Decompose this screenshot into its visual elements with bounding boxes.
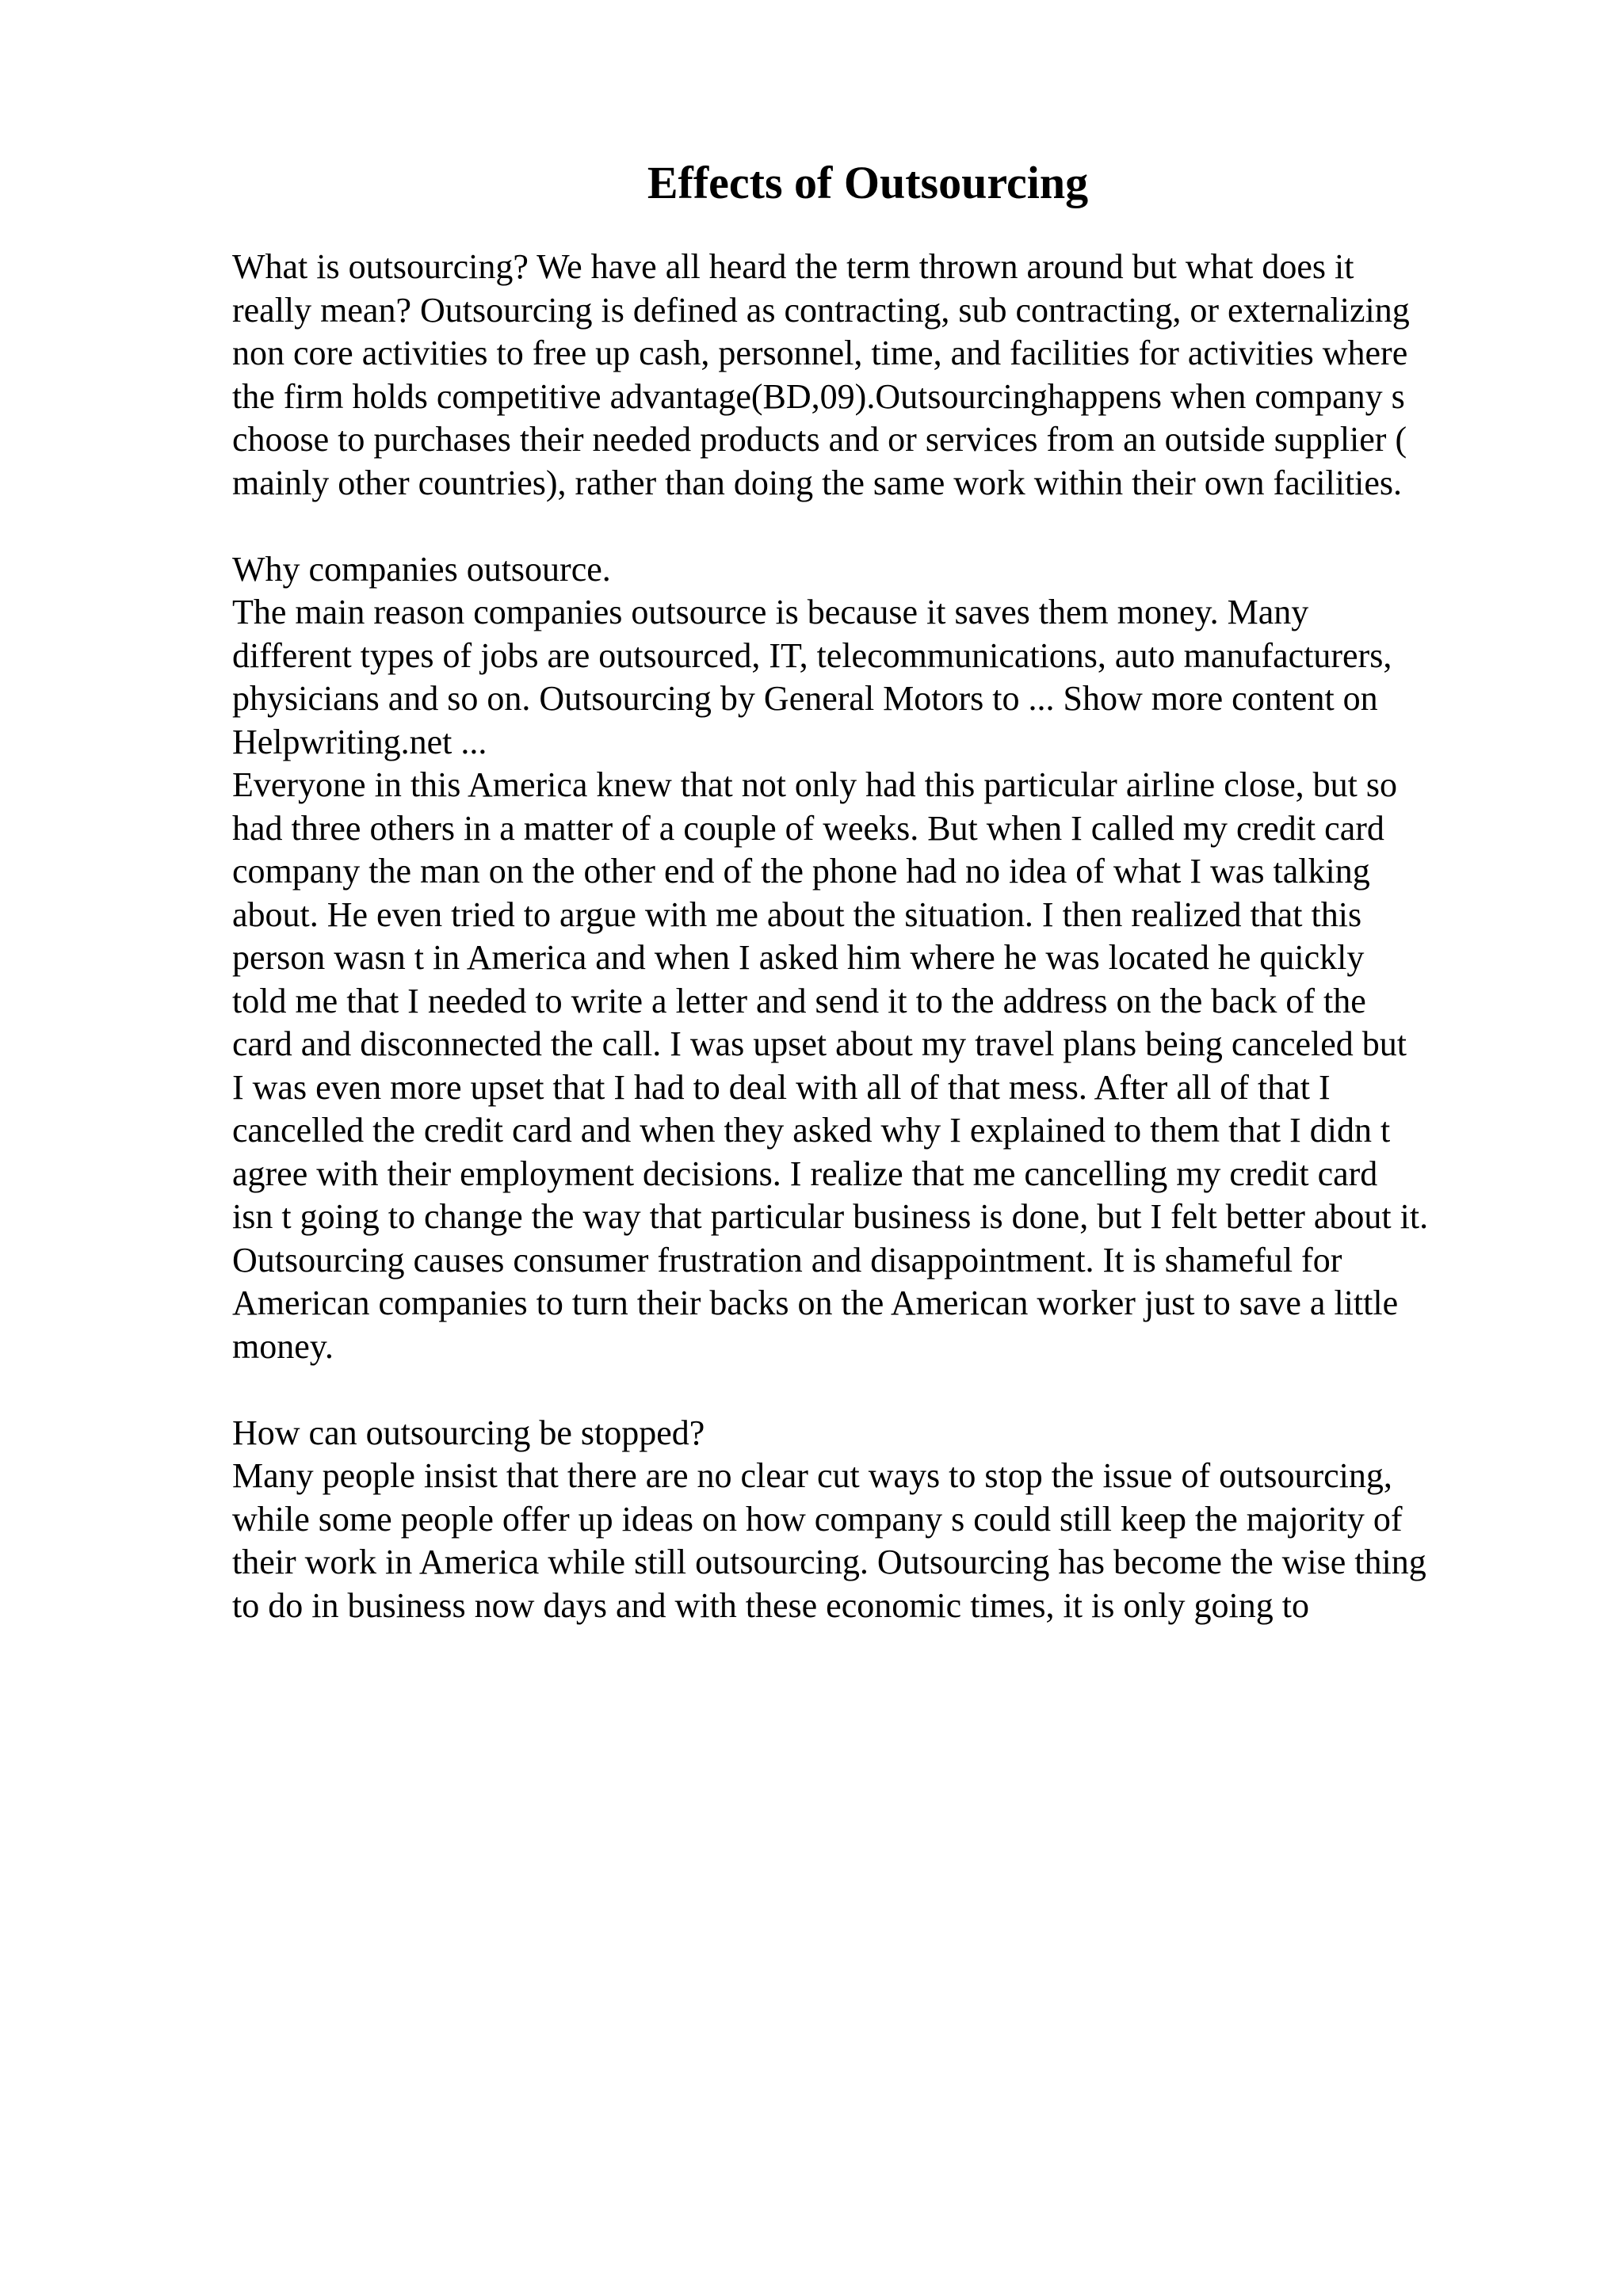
text-line: person wasn t in America and when I asked him where he was located he quickly	[232, 938, 1365, 977]
text-line: card and disconnected the call. I was upset about my travel plans being canceled but	[232, 1024, 1407, 1063]
document-body	[232, 246, 1579, 1627]
text-line: told me that I needed to write a letter and send it to the address on the back of the	[232, 981, 1366, 1020]
text-line: Many people insist that there are no clear cut ways to stop the issue of outsourcing,	[232, 1456, 1392, 1495]
document-title: Effects of Outsourcing	[647, 157, 1089, 208]
text-line: Outsourcing causes consumer frustration and disappointment. It is shameful for	[232, 1240, 1342, 1280]
paragraph-stop	[232, 1455, 1579, 1627]
text-line: to do in business now days and with these economic times, it is only going to	[232, 1585, 1309, 1625]
text-line: had three others in a matter of a couple of weeks. But when I called my credit card	[232, 808, 1384, 848]
text-line: American companies to turn their backs on the American worker just to save a little	[232, 1283, 1399, 1322]
text-line: agree with their employment decisions. I realize that me cancelling my credit card	[232, 1154, 1378, 1193]
text-line: physicians and so on. Outsourcing by General Motors to ... Show more content on	[232, 679, 1378, 718]
section-heading-stop: How can outsourcing be stopped?	[232, 1413, 705, 1452]
text-line: really mean? Outsourcing is defined as contracting, sub contracting, or externalizing	[232, 290, 1410, 330]
section-heading-why: Why companies outsource.	[232, 549, 611, 589]
text-line: I was even more upset that I had to deal with all of that mess. After all of that I	[232, 1067, 1331, 1107]
text-line: non core activities to free up cash, personnel, time, and facilities for activities where	[232, 334, 1408, 372]
text-line: choose to purchases their needed products and or services from an outside supplier (	[232, 420, 1407, 459]
text-line: company the man on the other end of the phone had no idea of what I was talking	[232, 852, 1370, 891]
text-line: about. He even tried to argue with me about the situation. I then realized that this	[232, 894, 1362, 934]
text-line: different types of jobs are outsourced, IT, telecommunications, auto manufacturers,	[232, 635, 1392, 675]
text-line: their work in America while still outsourcing. Outsourcing has become the wise thing	[232, 1543, 1426, 1581]
text-line: while some people offer up ideas on how company s could still keep the majority of	[232, 1499, 1403, 1539]
text-line: money.	[232, 1326, 334, 1366]
text-line: The main reason companies outsource is because it saves them money. Many	[232, 593, 1309, 631]
text-line: isn t going to change the way that particular business is done, but I felt better about it.	[232, 1197, 1429, 1236]
text-line: What is outsourcing? We have all heard the term thrown around but what does it	[232, 247, 1354, 286]
text-line: Everyone in this America knew that not only had this particular airline close, but so	[232, 765, 1397, 804]
text-line: the firm holds competitive advantage(BD,09).Outsourcinghappens when company s	[232, 376, 1405, 416]
text-line: cancelled the credit card and when they asked why I explained to them that I didn t	[232, 1111, 1391, 1150]
paragraph-gap	[232, 505, 1579, 548]
paragraph-gap	[232, 1368, 1579, 1412]
text-line: Helpwriting.net ...	[232, 722, 487, 761]
paragraph-story	[232, 764, 1579, 1368]
paragraph-why	[232, 591, 1579, 764]
text-line: mainly other countries), rather than doing the same work within their own facilities.	[232, 463, 1403, 502]
paragraph-intro	[232, 246, 1579, 505]
